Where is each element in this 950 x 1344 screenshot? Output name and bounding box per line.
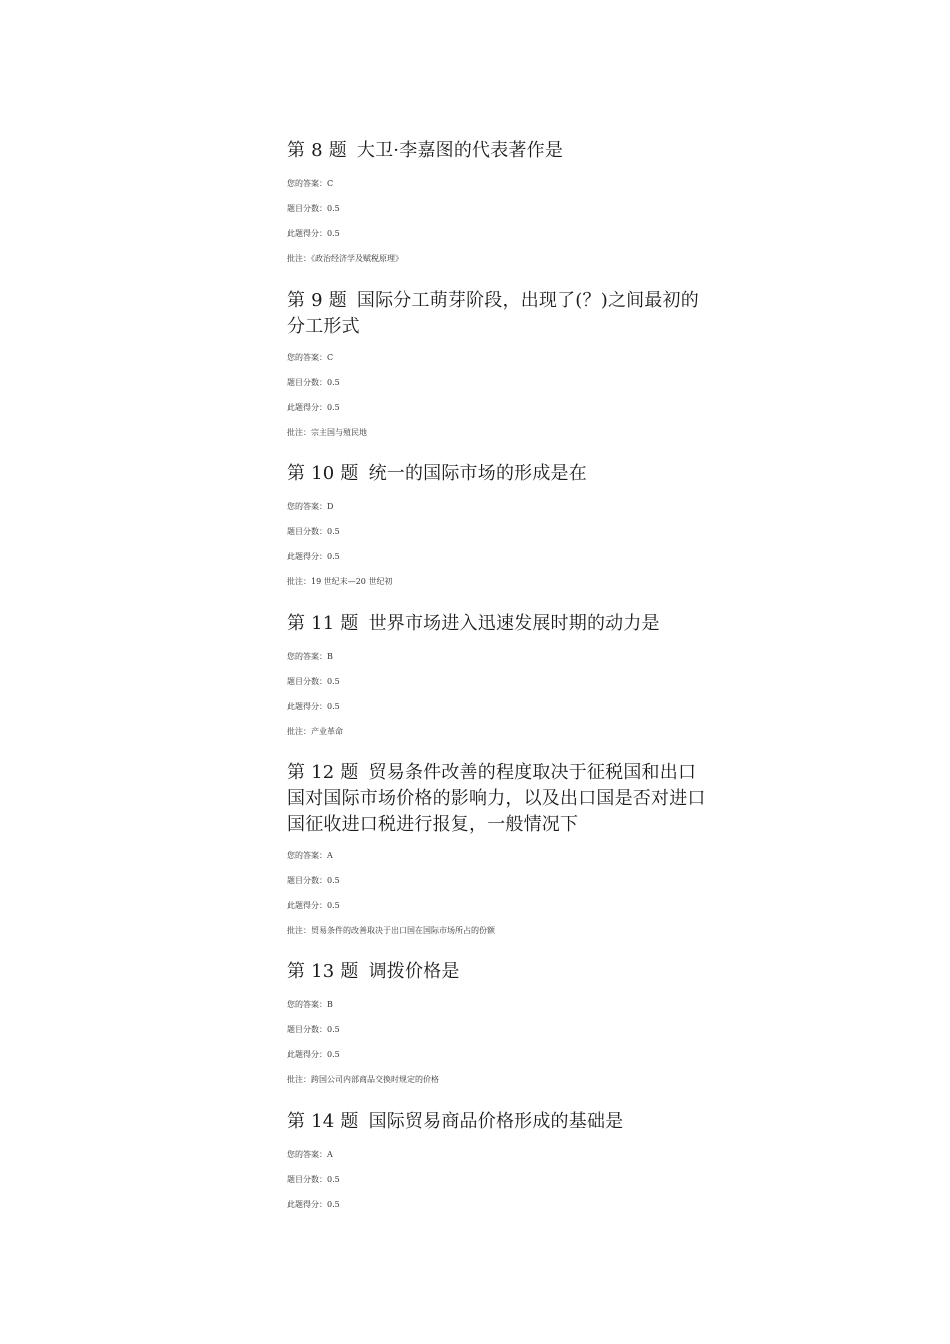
q8-note (287, 254, 717, 264)
earned-label: 此题得分： (287, 702, 327, 711)
score-label: 题目分数： (287, 1175, 327, 1184)
q14-meta (287, 1150, 717, 1160)
question-11 (287, 611, 717, 637)
your-answer-label: 您的答案： (287, 502, 327, 511)
your-answer-row (287, 652, 717, 662)
score-label: 题目分数： (287, 527, 327, 536)
q12-earned (287, 901, 717, 911)
q12-meta (287, 851, 717, 861)
your-answer-row (287, 353, 717, 363)
score-row (287, 378, 717, 388)
your-answer-value: D (327, 502, 334, 511)
question-title (287, 1109, 717, 1135)
note-row (287, 727, 717, 737)
q10-note (287, 577, 717, 587)
your-answer-row (287, 179, 717, 189)
your-answer-label: 您的答案： (287, 652, 327, 661)
your-answer-label: 您的答案： (287, 1150, 327, 1159)
question-title (287, 611, 717, 637)
note-row (287, 428, 717, 438)
note-value: 宗主国与殖民地 (311, 428, 367, 437)
note-row (287, 926, 717, 936)
question-14 (287, 1109, 717, 1135)
q11-meta (287, 652, 717, 662)
your-answer-row (287, 851, 717, 861)
question-title (287, 760, 712, 838)
earned-value: 0.5 (327, 1200, 340, 1209)
score-value: 0.5 (327, 1025, 340, 1034)
your-answer-label: 您的答案： (287, 179, 327, 188)
score-row (287, 677, 717, 687)
note-row (287, 1075, 717, 1085)
question-title (287, 461, 717, 487)
q9-earned (287, 403, 717, 413)
question-number: 第 13 题 (287, 961, 359, 982)
q8-meta (287, 179, 717, 189)
q8-earned (287, 229, 717, 239)
earned-value: 0.5 (327, 901, 340, 910)
score-value: 0.5 (327, 876, 340, 885)
question-text: 国际分工萌芽阶段，出现了(？)之间最初的分工形式 (287, 290, 699, 337)
score-row (287, 204, 717, 214)
earned-row (287, 702, 717, 712)
note-label: 批注： (287, 254, 311, 263)
q11-score (287, 677, 717, 687)
note-value: 《政治经济学及赋税原理》 (311, 254, 403, 263)
your-answer-label: 您的答案： (287, 851, 327, 860)
question-text: 大卫·李嘉图的代表著作是 (356, 140, 564, 161)
score-value: 0.5 (327, 204, 340, 213)
score-row (287, 527, 717, 537)
earned-row (287, 1050, 717, 1060)
note-value: 19 世纪末—20 世纪初 (311, 577, 393, 586)
note-row (287, 254, 717, 264)
earned-value: 0.5 (327, 702, 340, 711)
your-answer-value: A (327, 1150, 333, 1159)
score-label: 题目分数： (287, 204, 327, 213)
q13-meta (287, 1000, 717, 1010)
note-label: 批注： (287, 428, 311, 437)
question-number: 第 12 题 (287, 762, 359, 783)
score-label: 题目分数： (287, 378, 327, 387)
score-row (287, 1175, 717, 1185)
your-answer-value: B (327, 1000, 333, 1009)
q13-score (287, 1025, 717, 1035)
question-text: 贸易条件改善的程度取决于征税国和出口国对国际市场价格的影响力，以及出口国是否对进口国征收进口税进行报复，一般情况下 (287, 762, 706, 835)
question-12 (287, 760, 712, 838)
q14-earned (287, 1200, 717, 1210)
q14-score (287, 1175, 717, 1185)
q10-earned (287, 552, 717, 562)
q12-score (287, 876, 717, 886)
question-title (287, 138, 717, 164)
your-answer-row (287, 1000, 717, 1010)
question-number: 第 9 题 (287, 290, 347, 311)
earned-label: 此题得分： (287, 1200, 327, 1209)
earned-label: 此题得分： (287, 403, 327, 412)
q13-note (287, 1075, 717, 1085)
earned-label: 此题得分： (287, 552, 327, 561)
your-answer-value: A (327, 851, 333, 860)
q13-earned (287, 1050, 717, 1060)
your-answer-label: 您的答案： (287, 1000, 327, 1009)
q9-note (287, 428, 717, 438)
question-number: 第 11 题 (287, 613, 359, 634)
note-value: 产业革命 (311, 727, 343, 736)
note-label: 批注： (287, 577, 311, 586)
your-answer-value: C (327, 353, 334, 362)
your-answer-label: 您的答案： (287, 353, 327, 362)
q10-score (287, 527, 717, 537)
q9-score (287, 378, 717, 388)
question-text: 国际贸易商品价格形成的基础是 (368, 1111, 624, 1132)
score-value: 0.5 (327, 378, 340, 387)
score-value: 0.5 (327, 527, 340, 536)
q11-note (287, 727, 717, 737)
score-row (287, 876, 717, 886)
note-value: 跨国公司内部商品交换时规定的价格 (311, 1075, 439, 1084)
q8-score (287, 204, 717, 214)
score-value: 0.5 (327, 1175, 340, 1184)
score-label: 题目分数： (287, 1025, 327, 1034)
earned-row (287, 1200, 717, 1210)
earned-value: 0.5 (327, 1050, 340, 1059)
question-number: 第 10 题 (287, 463, 359, 484)
your-answer-value: C (327, 179, 334, 188)
score-row (287, 1025, 717, 1035)
earned-value: 0.5 (327, 552, 340, 561)
question-10 (287, 461, 717, 487)
your-answer-row (287, 502, 717, 512)
question-number: 第 14 题 (287, 1111, 359, 1132)
note-label: 批注： (287, 727, 311, 736)
q10-meta (287, 502, 717, 512)
score-value: 0.5 (327, 677, 340, 686)
question-text: 调拨价格是 (368, 961, 460, 982)
note-value: 贸易条件的改善取决于出口国在国际市场所占的份额 (311, 926, 495, 935)
question-title (287, 288, 707, 340)
note-label: 批注： (287, 1075, 311, 1084)
question-title (287, 959, 717, 985)
question-13 (287, 959, 717, 985)
question-text: 世界市场进入迅速发展时期的动力是 (368, 613, 660, 634)
q11-earned (287, 702, 717, 712)
question-9 (287, 288, 707, 340)
earned-label: 此题得分： (287, 901, 327, 910)
question-8 (287, 138, 717, 164)
earned-row (287, 229, 717, 239)
score-label: 题目分数： (287, 876, 327, 885)
earned-row (287, 403, 717, 413)
earned-value: 0.5 (327, 229, 340, 238)
earned-row (287, 901, 717, 911)
your-answer-value: B (327, 652, 333, 661)
q12-note (287, 926, 717, 936)
note-row (287, 577, 717, 587)
earned-value: 0.5 (327, 403, 340, 412)
earned-label: 此题得分： (287, 229, 327, 238)
earned-label: 此题得分： (287, 1050, 327, 1059)
question-text: 统一的国际市场的形成是在 (368, 463, 587, 484)
question-number: 第 8 题 (287, 140, 347, 161)
earned-row (287, 552, 717, 562)
note-label: 批注： (287, 926, 311, 935)
q9-meta (287, 353, 717, 363)
your-answer-row (287, 1150, 717, 1160)
score-label: 题目分数： (287, 677, 327, 686)
